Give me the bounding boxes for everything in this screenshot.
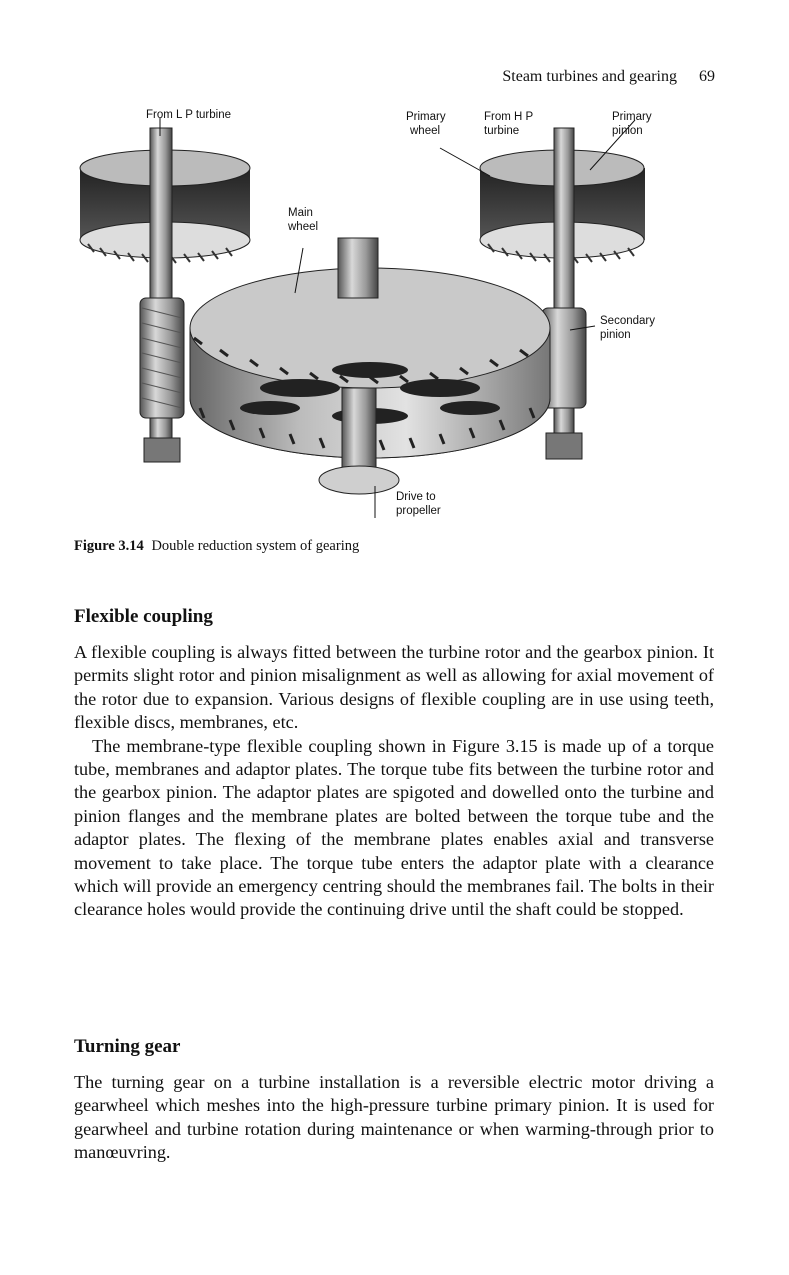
running-title: Steam turbines and gearing <box>502 68 677 85</box>
label-drive-to-1: Drive to <box>396 491 436 503</box>
figure-gearing-diagram <box>70 98 690 528</box>
page-number: 69 <box>699 68 715 85</box>
paragraph: A flexible coupling is always fitted between the turbine rotor and the gearbox pinion. It permits slight rotor and pinion misalignment as well as allowing for axial movement of the rotor due to expansion. Various designs of flexible coupling are in use using teeth, flexible discs, membranes, etc. <box>74 642 714 733</box>
caption-text: Double reduction system of gearing <box>151 538 360 554</box>
main-wheel <box>190 238 550 494</box>
label-secondary-pinion-1: Secondary <box>600 315 655 327</box>
label-drive-to-2: propeller <box>396 505 441 517</box>
label-secondary-pinion-2: pinion <box>600 329 631 341</box>
running-head <box>502 68 715 86</box>
label-from-hp-2: turbine <box>484 125 520 137</box>
label-primary-wheel-1: Primary <box>406 111 446 123</box>
section-body-flexible-coupling <box>74 641 714 922</box>
section-title-flexible-coupling: Flexible coupling <box>74 606 213 627</box>
paragraph: The turning gear on a turbine installation is a reversible electric motor driving a gearwheel which meshes into the high-pressure turbine primary pinion. It is used for gearwheel and turbine rotation during maintenance or when warming-through prior to manœuvring. <box>74 1072 714 1163</box>
label-from-hp-1: From H P <box>484 111 534 123</box>
caption-number: Figure 3.14 <box>74 538 144 554</box>
label-main-wheel-1: Main <box>288 207 313 219</box>
label-primary-pinion-1: Primary <box>612 111 652 123</box>
label-primary-pinion-2: pinion <box>612 125 643 137</box>
section-body-turning-gear <box>74 1071 714 1165</box>
label-primary-wheel-2: wheel <box>410 125 441 137</box>
label-from-lp-turbine: From L P turbine <box>146 109 232 121</box>
figure-caption <box>74 538 359 555</box>
section-title-turning-gear: Turning gear <box>74 1036 181 1057</box>
label-main-wheel-2: wheel <box>288 221 319 233</box>
gearing-illustration <box>70 98 690 528</box>
paragraph: The membrane-type flexible coupling shown in Figure 3.15 is made up of a torque tube, membranes and adaptor plates. The torque tube fits between the turbine rotor and the gearbox pinion. The adaptor plates are spigoted and dowelled onto the turbine and pinion flanges and the membrane plates are bolted between the torque tube and the adaptor plates. The flexing of the membrane plates enables axial and transverse movement to take place. The torque tube enters the adaptor plate with a clearance which will provide an emergency centring should the membranes fail. The bolts in their clearance holes would provide the continuing drive until the shaft could be stopped. <box>74 735 714 920</box>
